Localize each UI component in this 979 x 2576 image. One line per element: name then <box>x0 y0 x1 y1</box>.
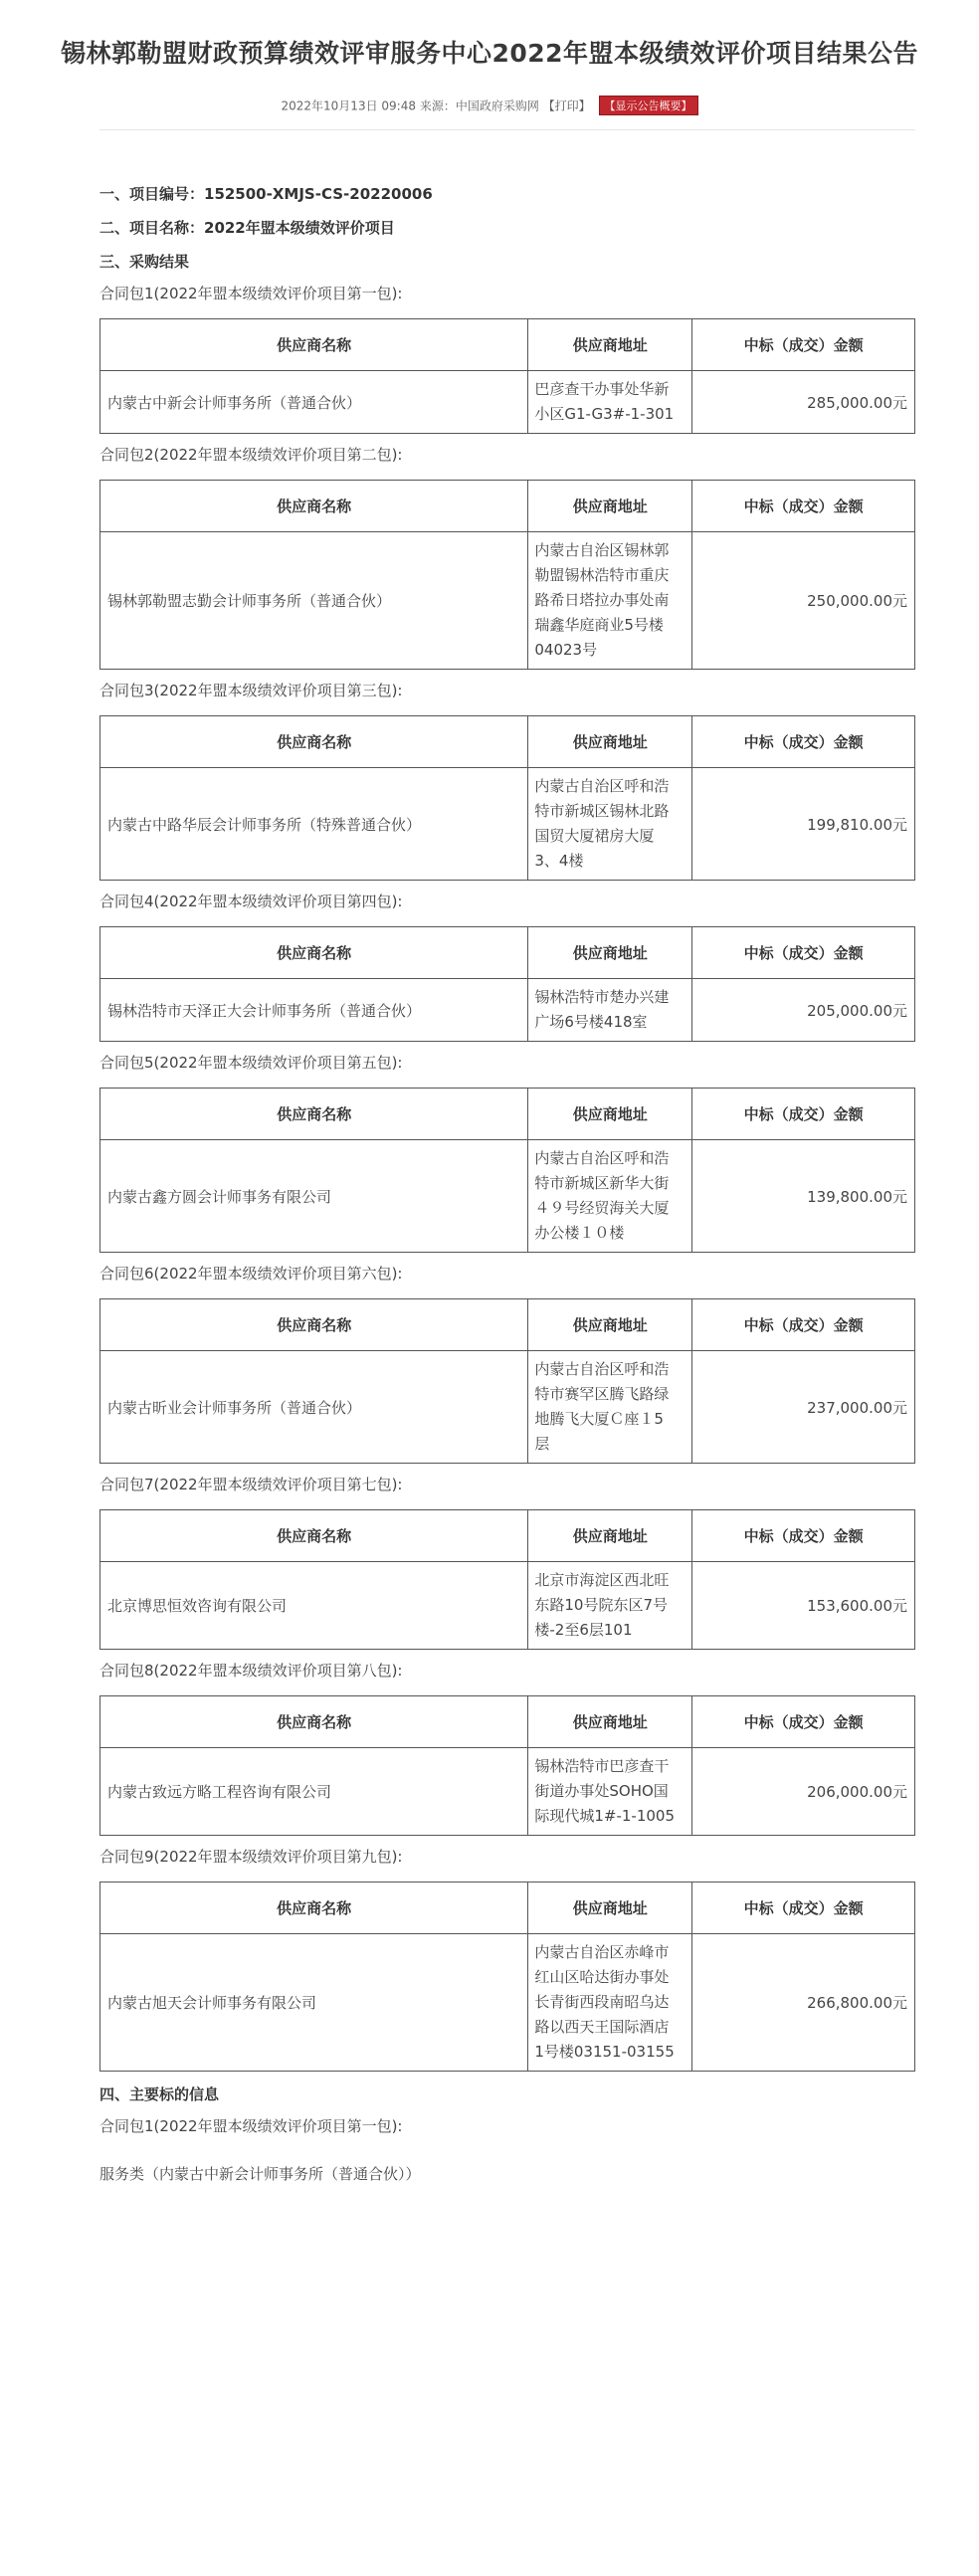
award-amount: 237,000.00元 <box>692 1351 915 1464</box>
supplier-name: 内蒙古昕业会计师事务所（普通合伙） <box>100 1351 528 1464</box>
header-award-amount: 中标（成交）金额 <box>692 1882 915 1934</box>
address-line: 瑞鑫华庭商业5号楼 <box>534 616 664 634</box>
article-body <box>99 177 915 2189</box>
show-summary-button[interactable]: 【显示公告概要】 <box>599 96 698 115</box>
supplier-name: 内蒙古中路华辰会计师事务所（特殊普通合伙） <box>100 768 528 881</box>
result-table <box>99 318 915 434</box>
address-line: 长青街西段南昭乌达 <box>534 1993 670 2011</box>
table-row <box>100 979 915 1042</box>
header-supplier-address: 供应商地址 <box>528 716 692 768</box>
award-amount: 206,000.00元 <box>692 1748 915 1836</box>
table-row <box>100 1351 915 1464</box>
address-line: 特市新城区锡林北路 <box>534 802 670 820</box>
supplier-address <box>528 1748 692 1836</box>
table-header-row <box>100 927 915 979</box>
header-supplier-address: 供应商地址 <box>528 1089 692 1140</box>
address-line: 层 <box>534 1435 550 1453</box>
table-row <box>100 371 915 434</box>
header-supplier-address: 供应商地址 <box>528 1882 692 1934</box>
address-line: 东路10号院东区7号 <box>534 1596 669 1614</box>
address-line: 楼-2至6层101 <box>534 1621 633 1639</box>
address-line: 巴彦查干办事处华新 <box>534 380 670 398</box>
result-table <box>99 480 915 670</box>
header-supplier-name: 供应商名称 <box>100 319 528 371</box>
supplier-address <box>528 1562 692 1650</box>
address-line: 特市新城区新华大街 <box>534 1174 670 1192</box>
header-supplier-name: 供应商名称 <box>100 1299 528 1351</box>
article-meta <box>0 96 979 115</box>
address-line: 1号楼03151-03155 <box>534 2043 675 2061</box>
header-award-amount: 中标（成交）金额 <box>692 481 915 532</box>
header-supplier-name: 供应商名称 <box>100 1089 528 1140</box>
supplier-name: 北京博思恒效咨询有限公司 <box>100 1562 528 1650</box>
address-line: 国贸大厦裙房大厦 <box>534 827 655 845</box>
page-title: 锡林郭勒盟财政预算绩效评审服务中心2022年盟本级绩效评价项目结果公告 <box>60 39 919 68</box>
header-supplier-address: 供应商地址 <box>528 319 692 371</box>
supplier-address <box>528 768 692 881</box>
section-main-item-info: 四、主要标的信息 <box>99 2085 220 2103</box>
supplier-address <box>528 1351 692 1464</box>
section-project-number: 一、项目编号：152500-XMJS-CS-20220006 <box>99 185 433 203</box>
table-header-row <box>100 481 915 532</box>
supplier-name: 内蒙古鑫方圆会计师事务有限公司 <box>100 1140 528 1253</box>
supplier-name: 内蒙古旭天会计师事务有限公司 <box>100 1934 528 2072</box>
package-label: 合同包7(2022年盟本级绩效评价项目第七包): <box>99 1476 403 1493</box>
header-supplier-address: 供应商地址 <box>528 1696 692 1748</box>
address-line: 地腾飞大厦Ｃ座１5 <box>534 1410 664 1428</box>
supplier-name: 锡林郭勒盟志勤会计师事务所（普通合伙） <box>100 532 528 670</box>
address-line: 3、4楼 <box>534 852 584 870</box>
table-header-row <box>100 1696 915 1748</box>
address-line: 小区G1-G3#-1-301 <box>534 405 675 423</box>
header-supplier-address: 供应商地址 <box>528 927 692 979</box>
address-line: 内蒙古自治区呼和浩 <box>534 1360 670 1378</box>
table-row <box>100 1748 915 1836</box>
supplier-address <box>528 371 692 434</box>
supplier-name: 内蒙古中新会计师事务所（普通合伙） <box>100 371 528 434</box>
package-label: 合同包8(2022年盟本级绩效评价项目第八包): <box>99 1662 403 1680</box>
print-link[interactable]: 【打印】 <box>542 99 591 113</box>
package-label: 合同包6(2022年盟本级绩效评价项目第六包): <box>99 1265 403 1283</box>
package-label: 合同包9(2022年盟本级绩效评价项目第九包): <box>99 1848 403 1866</box>
publish-datetime: 2022年10月13日 09:48 <box>281 99 416 113</box>
header-supplier-name: 供应商名称 <box>100 1882 528 1934</box>
result-table <box>99 1088 915 1253</box>
table-header-row <box>100 319 915 371</box>
s4-package-label: 合同包1(2022年盟本级绩效评价项目第一包): <box>99 2117 403 2135</box>
package-label: 合同包4(2022年盟本级绩效评价项目第四包): <box>99 892 403 910</box>
header-supplier-name: 供应商名称 <box>100 1510 528 1562</box>
header-award-amount: 中标（成交）金额 <box>692 716 915 768</box>
address-line: 广场6号楼418室 <box>534 1013 648 1031</box>
supplier-name: 内蒙古致远方略工程咨询有限公司 <box>100 1748 528 1836</box>
address-line: 街道办事处SOHO国 <box>534 1782 669 1800</box>
section-procurement-result: 三、采购结果 <box>99 253 190 271</box>
award-amount: 153,600.00元 <box>692 1562 915 1650</box>
table-row <box>100 532 915 670</box>
header-supplier-name: 供应商名称 <box>100 716 528 768</box>
table-row <box>100 1140 915 1253</box>
result-table <box>99 1509 915 1650</box>
address-line: 内蒙古自治区赤峰市 <box>534 1943 670 1961</box>
address-line: 路希日塔拉办事处南 <box>534 591 670 609</box>
header-supplier-name: 供应商名称 <box>100 1696 528 1748</box>
package-label: 合同包3(2022年盟本级绩效评价项目第三包): <box>99 682 403 699</box>
address-line: 锡林浩特市楚办兴建 <box>534 988 670 1006</box>
address-line: 路以西天王国际酒店 <box>534 2018 670 2036</box>
result-table <box>99 1882 915 2072</box>
address-line: 际现代城1#-1-1005 <box>534 1807 676 1825</box>
award-amount: 199,810.00元 <box>692 768 915 881</box>
address-line: 内蒙古自治区呼和浩 <box>534 777 670 795</box>
header-award-amount: 中标（成交）金额 <box>692 1089 915 1140</box>
address-line: 04023号 <box>534 641 598 659</box>
header-award-amount: 中标（成交）金额 <box>692 1696 915 1748</box>
header-supplier-address: 供应商地址 <box>528 1299 692 1351</box>
package-label: 合同包1(2022年盟本级绩效评价项目第一包): <box>99 285 403 302</box>
header-supplier-name: 供应商名称 <box>100 927 528 979</box>
header-award-amount: 中标（成交）金额 <box>692 1510 915 1562</box>
award-amount: 285,000.00元 <box>692 371 915 434</box>
header-award-amount: 中标（成交）金额 <box>692 927 915 979</box>
address-line: 红山区哈达街办事处 <box>534 1968 670 1986</box>
table-row <box>100 1562 915 1650</box>
table-row <box>100 768 915 881</box>
result-table <box>99 926 915 1042</box>
award-amount: 205,000.00元 <box>692 979 915 1042</box>
supplier-address <box>528 532 692 670</box>
address-line: 特市赛罕区腾飞路绿 <box>534 1385 670 1403</box>
supplier-name: 锡林浩特市天泽正大会计师事务所（普通合伙） <box>100 979 528 1042</box>
address-line: 勒盟锡林浩特市重庆 <box>534 566 670 584</box>
award-amount: 250,000.00元 <box>692 532 915 670</box>
supplier-address <box>528 1934 692 2072</box>
address-line: 锡林浩特市巴彦查干 <box>534 1757 670 1775</box>
address-line: 北京市海淀区西北旺 <box>534 1571 670 1589</box>
address-line: 内蒙古自治区锡林郭 <box>534 541 670 559</box>
award-amount: 139,800.00元 <box>692 1140 915 1253</box>
address-line: ４９号经贸海关大厦 <box>534 1199 670 1217</box>
result-table <box>99 715 915 881</box>
source-text: 来源：中国政府采购网 <box>419 99 539 113</box>
address-line: 内蒙古自治区呼和浩 <box>534 1149 670 1167</box>
package-label: 合同包5(2022年盟本级绩效评价项目第五包): <box>99 1054 403 1072</box>
table-header-row <box>100 1882 915 1934</box>
table-row <box>100 1934 915 2072</box>
spacer <box>99 2141 915 2159</box>
header-award-amount: 中标（成交）金额 <box>692 319 915 371</box>
package-list <box>99 279 915 2072</box>
address-line: 办公楼１０楼 <box>534 1224 625 1242</box>
table-header-row <box>100 1299 915 1351</box>
table-header-row <box>100 716 915 768</box>
award-amount: 266,800.00元 <box>692 1934 915 2072</box>
table-header-row <box>100 1510 915 1562</box>
header-award-amount: 中标（成交）金额 <box>692 1299 915 1351</box>
section-project-name: 二、项目名称：2022年盟本级绩效评价项目 <box>99 219 395 237</box>
result-table <box>99 1298 915 1464</box>
package-label: 合同包2(2022年盟本级绩效评价项目第二包): <box>99 446 403 464</box>
supplier-address <box>528 979 692 1042</box>
table-header-row <box>100 1089 915 1140</box>
header-supplier-address: 供应商地址 <box>528 1510 692 1562</box>
supplier-address <box>528 1140 692 1253</box>
header-supplier-name: 供应商名称 <box>100 481 528 532</box>
header-divider <box>99 129 915 130</box>
result-table <box>99 1695 915 1836</box>
header-supplier-address: 供应商地址 <box>528 481 692 532</box>
s4-service-line: 服务类（内蒙古中新会计师事务所（普通合伙）） <box>99 2165 421 2183</box>
